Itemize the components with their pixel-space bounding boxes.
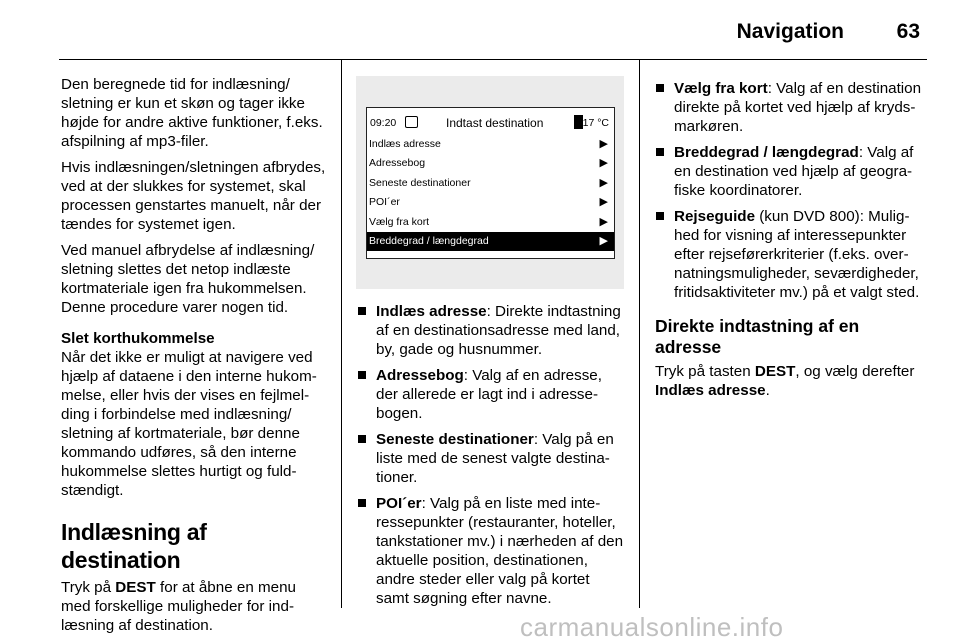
- chevron-right-icon: ▶: [599, 157, 608, 170]
- chevron-right-icon: ▶: [599, 234, 608, 247]
- column-divider-1: [341, 60, 342, 608]
- menu-reference: Indlæs adresse: [655, 382, 766, 399]
- list-item: Rejseguide (kun DVD 800): Mulighed for visning af interessepunkter efter rejseførerkriterier (f.eks. overnatningsmuligheder, seværdigheder, fritidsaktiviteter mv.) på et valgt sted.: [655, 207, 927, 302]
- display-status-bar: [366, 112, 615, 134]
- display-temperature: 17 °C: [582, 117, 609, 129]
- paragraph: Tryk på DEST for at åbne en menu med forskellige muligheder for indlæsning af destination.: [61, 579, 296, 634]
- clock-icon: [405, 116, 418, 128]
- bullet-icon: [358, 371, 366, 379]
- display-screenshot: [356, 76, 624, 289]
- list-item: Breddegrad / længdegrad: Valg af en destination ved hjælp af geografiske koordinatorer.: [655, 143, 927, 200]
- paragraph: Den beregnede tid for indlæsning/ sletning er kun et skøn og tager ikke højde for andre aktive funktioner, f.eks. afspilning af mp3-filer.: [61, 76, 323, 150]
- chevron-right-icon: ▶: [599, 196, 608, 209]
- paragraph: Tryk på tasten DEST, og vælg derefter Indlæs adresse.: [655, 363, 915, 399]
- list-item: Seneste destinationer: Valg på en liste med de senest valgte destinationer.: [357, 430, 625, 487]
- chevron-right-icon: ▶: [599, 215, 608, 228]
- list-item: Indlæs adresse: Direkte indtastning af en destinationsadresse med land, by, gade og husnummer.: [357, 302, 625, 359]
- list-item: POI´er: Valg på en liste med interessepunkter (restauranter, hoteller, tankstationer mv.) i nærheden af den aktuelle position, destinationen, andre steder eller valg på kortet samt søgning efter navne.: [357, 494, 625, 608]
- subheading: Slet korthukommelse: [61, 330, 215, 347]
- menu-item[interactable]: Seneste destinationer ▶: [369, 176, 608, 189]
- list-item: Vælg fra kort: Valg af en destination direkte på kortet ved hjælp af krydsmarkøren.: [655, 79, 927, 136]
- paragraph: Hvis indlæsningen/sletningen afbrydes, ved at der slukkes for systemet, skal processen genstartes manuelt, når der tændes for systemet igen.: [61, 159, 326, 233]
- display-menu: [367, 135, 614, 251]
- chevron-right-icon: ▶: [599, 138, 608, 150]
- display-time: 09:20: [370, 117, 397, 129]
- page-title: Navigation: [736, 20, 844, 43]
- menu-item[interactable]: POI´er ▶: [369, 196, 608, 209]
- bullet-icon: [656, 148, 664, 156]
- menu-item[interactable]: Adressebog ▶: [369, 157, 608, 170]
- display-title: Indtast destination: [446, 116, 544, 130]
- column-3: [655, 79, 927, 407]
- paragraph: Ved manuel afbrydelse af indlæsning/ sletning slettes det netop indlæste kortmateriale igen fra hukommelsen. Denne procedure varer nogen tid.: [61, 242, 315, 316]
- watermark-logo: carmanualsonline.info: [520, 612, 784, 642]
- header-divider: [59, 59, 927, 60]
- bullet-icon: [656, 212, 664, 220]
- page-number: 63: [896, 20, 920, 43]
- section-heading: Direkte indtastning af en adresse: [655, 316, 860, 357]
- list-item: Adressebog: Valg af en adresse, der allerede er lagt ind i adressebogen.: [357, 366, 625, 423]
- menu-item[interactable]: Indlæs adresse ▶: [369, 138, 608, 150]
- bullet-icon: [358, 499, 366, 507]
- column-2: [357, 302, 625, 615]
- column-1: [61, 75, 329, 642]
- bullet-icon: [656, 84, 664, 92]
- key-name: DEST: [754, 363, 796, 380]
- section-heading: Indlæsning af destination: [61, 519, 207, 573]
- bullet-list: [357, 302, 625, 608]
- menu-item-selected[interactable]: Breddegrad / længdegrad ▶: [367, 232, 614, 251]
- column-divider-2: [639, 60, 640, 608]
- bullet-icon: [358, 307, 366, 315]
- page-header: [0, 0, 960, 60]
- bullet-icon: [358, 435, 366, 443]
- chevron-right-icon: ▶: [599, 176, 608, 189]
- menu-item[interactable]: Vælg fra kort ▶: [369, 215, 608, 228]
- key-name: DEST: [115, 579, 156, 596]
- bullet-list: [655, 79, 927, 302]
- paragraph: Når det ikke er muligt at navigere ved hjælp af dataene i den interne hukommelse, eller hvis der vises en fejlmelding i forbindelse med indlæsning/ sletning af kortmateriale, bør denne kommando udføres, så den interne hukommelse slettes hurtigt og fuldstændigt.: [61, 349, 317, 499]
